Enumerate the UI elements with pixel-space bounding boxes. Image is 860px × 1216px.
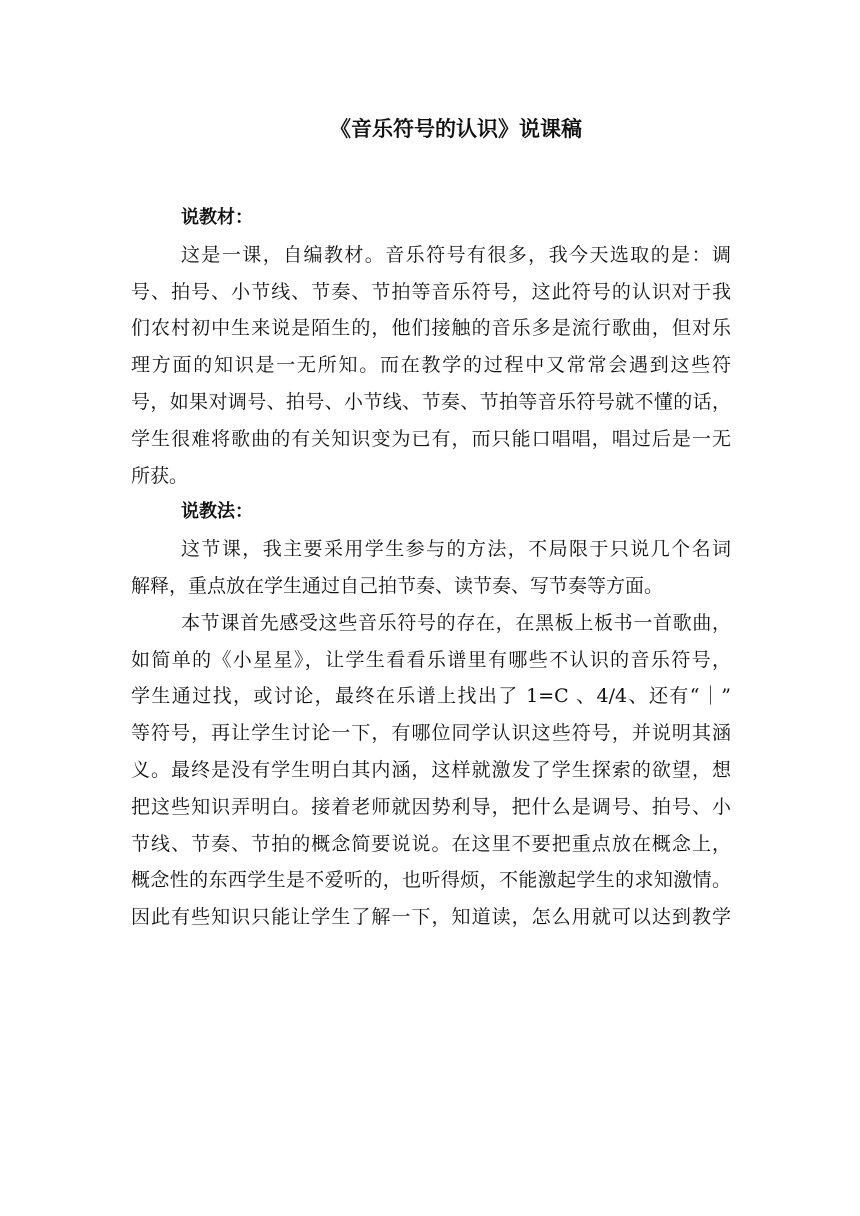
paragraph-line: 解释，重点放在学生通过自己拍节奏、读节奏、写节奏等方面。 — [131, 574, 664, 597]
paragraph-line: 号、拍号、小节线、节奏、节拍等音乐符号，这此符号的认识对于我 — [131, 280, 731, 303]
section-heading-textbook: 说教材： — [181, 207, 253, 228]
document-title: 《音乐符号的认识》说课稿 — [330, 117, 582, 141]
paragraph-line: 所获。 — [131, 464, 189, 487]
paragraph-line: 这节课，我主要采用学生参与的方法，不局限于只说几个名词 — [181, 538, 731, 561]
paragraph-line: 号，如果对调号、拍号、小节线、节奏、节拍等音乐符号就不懂的话， — [131, 390, 731, 413]
paragraph-line: 把这些知识弄明白。接着老师就因势利导，把什么是调号、拍号、小 — [131, 795, 731, 818]
paragraph-line: 节线、节奏、节拍的概念简要说说。在这里不要把重点放在概念上， — [131, 832, 731, 855]
paragraph-line: 学生通过找，或讨论，最终在乐谱上找出了 1=C 、4/4、还有“｜” — [131, 685, 731, 708]
paragraph-line: 理方面的知识是一无所知。而在教学的过程中又常常会遇到这些符 — [131, 354, 731, 377]
paragraph-line: 如简单的《小星星》，让学生看看乐谱里有哪些不认识的音乐符号， — [131, 648, 731, 671]
paragraph-line: 学生很难将歌曲的有关知识变为已有，而只能口唱唱，唱过后是一无 — [131, 427, 731, 450]
paragraph-line: 等符号，再让学生讨论一下，有哪位同学认识这些符号，并说明其涵 — [131, 722, 731, 745]
paragraph-line: 义。最终是没有学生明白其内涵，这样就激发了学生探索的欲望，想 — [131, 758, 731, 781]
paragraph-line: 们农村初中生来说是陌生的，他们接触的音乐多是流行歌曲，但对乐 — [131, 317, 731, 340]
paragraph-line: 本节课首先感受这些音乐符号的存在，在黑板上板书一首歌曲， — [181, 611, 731, 634]
section-heading-method: 说教法： — [181, 501, 253, 523]
document-body — [131, 200, 731, 936]
paragraph-line: 这是一课，自编教材。音乐符号有很多，我今天选取的是：调 — [181, 243, 731, 266]
paragraph-line: 概念性的东西学生是不爱听的，也听得烦，不能激起学生的求知激情。 — [131, 869, 731, 892]
paragraph-line: 因此有些知识只能让学生了解一下，知道读，怎么用就可以达到教学 — [131, 906, 731, 929]
